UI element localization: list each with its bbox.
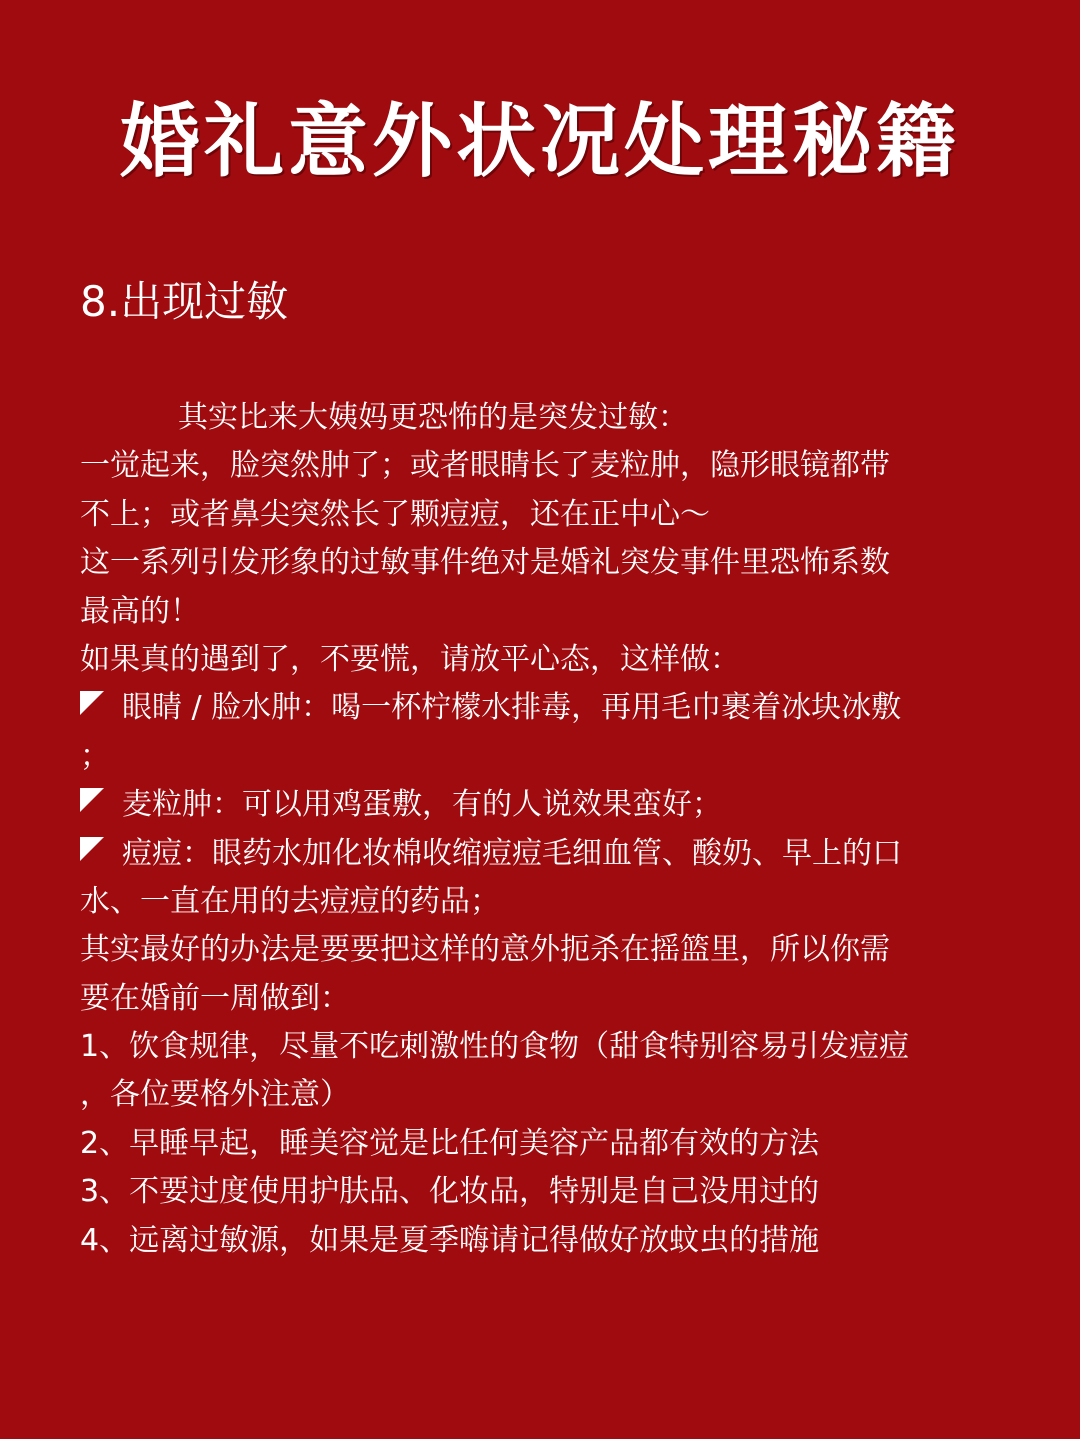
section-heading: 8.出现过敏 bbox=[80, 277, 289, 326]
paragraph-line: ，各位要格外注意） bbox=[80, 1077, 350, 1113]
bullet-text: 痘痘：眼药水加化妆棉收缩痘痘毛细血管、酸奶、早上的口 bbox=[122, 835, 902, 871]
numbered-item: 3、不要过度使用护肤品、化妆品，特别是自己没用过的 bbox=[80, 1174, 820, 1210]
article-body bbox=[80, 394, 1000, 1265]
page-title: 婚礼意外状况处理秘籍 bbox=[120, 95, 960, 188]
triangle-bullet-icon bbox=[80, 837, 104, 861]
paragraph-line: ； bbox=[80, 738, 110, 774]
paragraph-line: 要在婚前一周做到： bbox=[80, 980, 350, 1016]
bullet-item-acne bbox=[80, 830, 1000, 878]
numbered-item: 4、远离过敏源，如果是夏季嗨请记得做好放蚊虫的措施 bbox=[80, 1222, 820, 1258]
paragraph-line: 一觉起来，脸突然肿了；或者眼睛长了麦粒肿，隐形眼镜都带 bbox=[80, 448, 890, 484]
numbered-item: 2、早睡早起，睡美容觉是比任何美容产品都有效的方法 bbox=[80, 1125, 820, 1161]
bullet-text: 眼睛 / 脸水肿：喝一杯柠檬水排毒，再用毛巾裹着冰块冰敷 bbox=[122, 690, 902, 726]
bullet-item-eyes bbox=[80, 684, 1000, 732]
triangle-bullet-icon bbox=[80, 788, 104, 812]
paragraph-line: 如果真的遇到了，不要慌，请放平心态，这样做： bbox=[80, 641, 740, 677]
intro-line: 其实比来大姨妈更恐怖的是突发过敏： bbox=[178, 400, 688, 435]
triangle-bullet-icon bbox=[80, 691, 104, 715]
paragraph-line: 水、一直在用的去痘痘的药品； bbox=[80, 883, 500, 919]
paragraph-line: 这一系列引发形象的过敏事件绝对是婚礼突发事件里恐怖系数 bbox=[80, 545, 890, 581]
paragraph-line: 其实最好的办法是要要把这样的意外扼杀在摇篮里，所以你需 bbox=[80, 932, 890, 968]
numbered-item: 1、饮食规律，尽量不吃刺激性的食物（甜食特别容易引发痘痘 bbox=[80, 1029, 910, 1065]
paragraph-line: 不上；或者鼻尖突然长了颗痘痘，还在正中心～ bbox=[80, 496, 710, 532]
bullet-text: 麦粒肿：可以用鸡蛋敷，有的人说效果蛮好； bbox=[122, 787, 722, 823]
paragraph-line: 最高的！ bbox=[80, 593, 200, 629]
bullet-item-stye bbox=[80, 781, 1000, 829]
